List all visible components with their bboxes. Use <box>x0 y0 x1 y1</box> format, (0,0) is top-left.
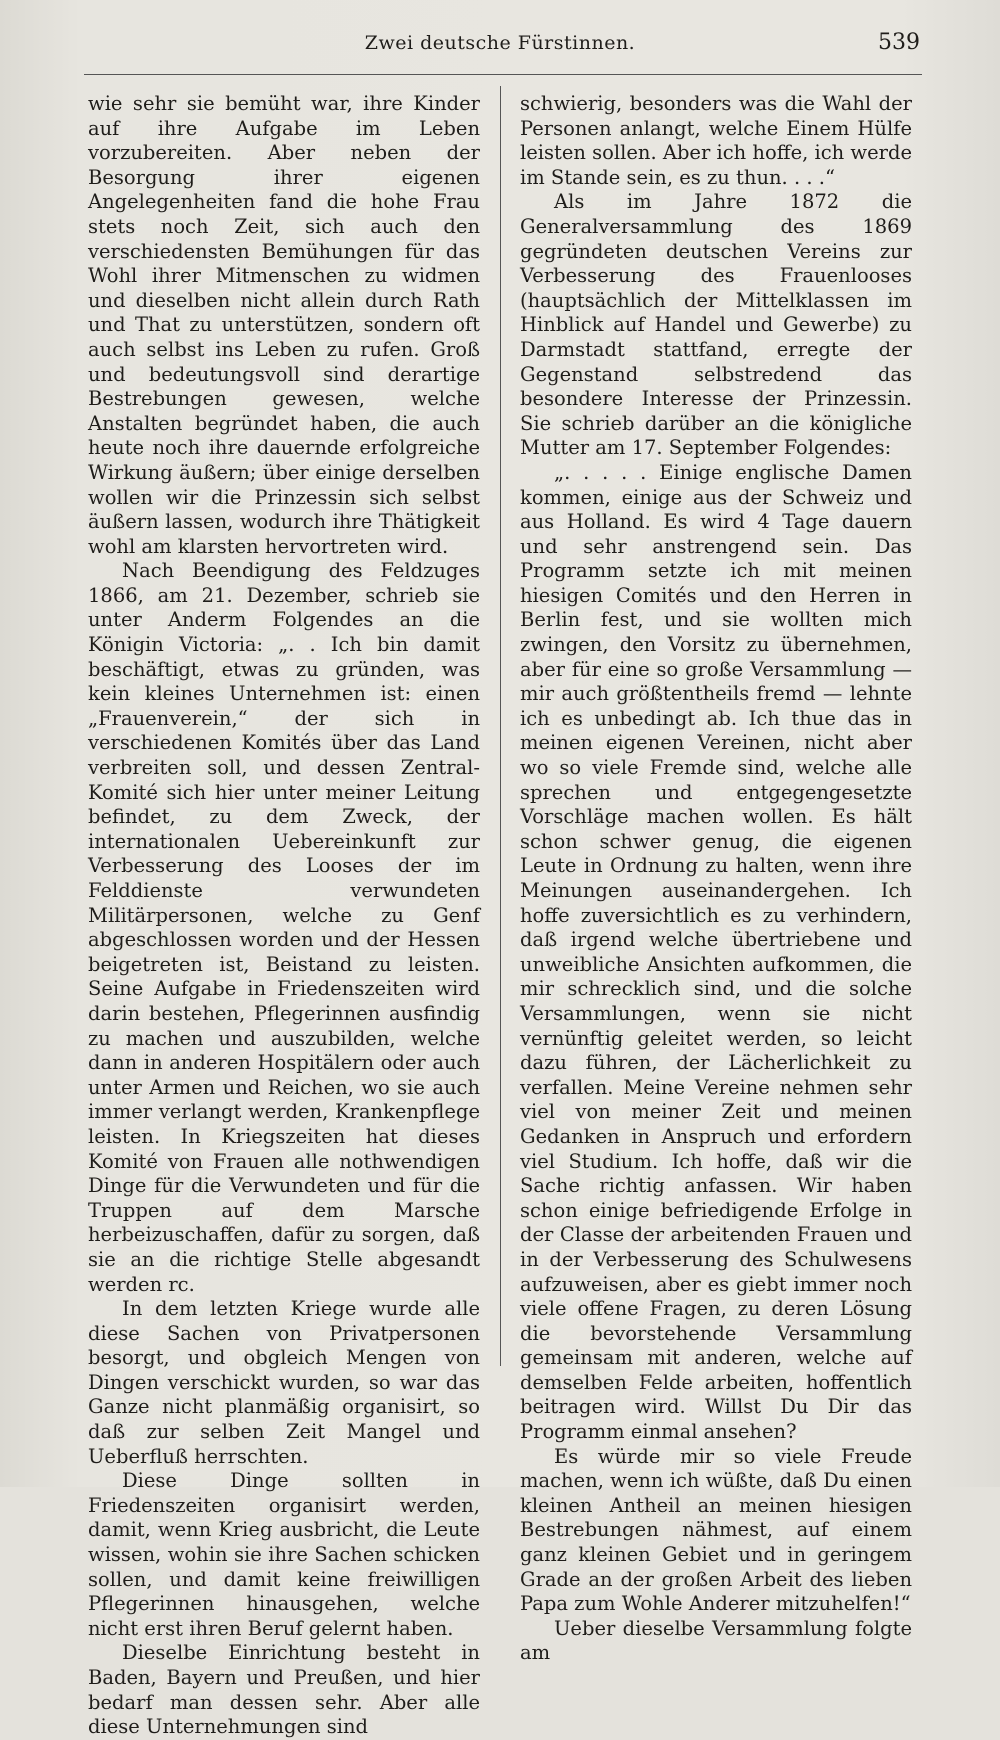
paragraph: Ueber dieselbe Versammlung folgte am <box>520 1616 912 1665</box>
paragraph: Als im Jahre 1872 die Generalversammlung des 1869 gegründeten deutschen Vereins zur Verbesserung des Frauenlooses (hauptsächlich der Mittelklassen im Hinblick auf Handel und Gewerbe) zu Darmstadt stattfand, erregte der Gegenstand selbstredend das besondere Interesse der Prinzessin. Sie schrieb darüber an die königliche Mutter am 17. September Folgendes: <box>520 190 912 460</box>
running-head <box>0 28 1000 58</box>
running-title: Zwei deutsche Fürstinnen. <box>364 32 636 54</box>
page-number: 539 <box>878 30 920 55</box>
paragraph: wie sehr sie bemüht war, ihre Kinder auf ihre Aufgabe im Leben vorzubereiten. Aber neben der Besorgung ihrer eigenen Angelegenheiten fand die hohe Frau stets noch Zeit, sich auch den verschiedensten Bemühungen für das Wohl ihrer Mitmenschen zu widmen und dieselben nicht allein durch Rath und That zu unterstützen, sondern oft auch selbst ins Leben zu rufen. Groß und bedeutungsvoll sind derartige Bestrebungen gewesen, welche Anstalten begründet haben, die auch heute noch ihre dauernde erfolgreiche Wirkung äußern; über einige derselben wollen wir die Prinzessin sich selbst äußern lassen, wodurch ihre Thätigkeit wohl am klarsten hervortreten wird. <box>88 92 480 558</box>
paragraph: In dem letzten Kriege wurde alle diese Sachen von Privatpersonen besorgt, und obgleich Mengen von Dingen verschickt wurden, so war das Ganze nicht planmäßig organisirt, so daß zur selben Zeit Mangel und Ueberfluß herrschten. <box>88 1297 480 1468</box>
right-column <box>520 92 912 1666</box>
header-rule <box>84 74 922 75</box>
paragraph: schwierig, besonders was die Wahl der Personen anlangt, welche Einem Hülfe leisten sollen. Aber ich hoffe, ich werde im Stande sein, es zu thun. . . .“ <box>520 92 912 189</box>
paragraph: Nach Beendigung des Feldzuges 1866, am 21. Dezember, schrieb sie unter Anderm Folgendes an die Königin Victoria: „. . Ich bin damit beschäftigt, etwas zu gründen, was kein kleines Unternehmen ist: einen „Frauenverein,“ der sich in verschiedenen Komités über das Land verbreiten soll, und dessen Zentral-Komité sich hier unter meiner Leitung befindet, zu dem Zweck, der internationalen Uebereinkunft zur Verbesserung des Looses der im Felddienste verwundeten Militärpersonen, welche zu Genf abgeschlossen worden und der Hessen beigetreten ist, Beistand zu leisten. Seine Aufgabe in Friedenszeiten wird darin bestehen, Pflegerinnen ausfindig zu machen und auszubilden, welche dann in anderen Hospitälern oder auch unter Armen und Reichen, wo sie auch immer verlangt werden, Krankenpflege leisten. In Kriegszeiten hat dieses Komité von Frauen alle nothwendigen Dinge für die Verwundeten und für die Truppen auf dem Marsche herbeizuschaffen, dafür zu sorgen, daß sie an die richtige Stelle abgesandt werden rc. <box>88 559 480 1296</box>
paragraph: Es würde mir so viele Freude machen, wenn ich wüßte, daß Du einen kleinen Antheil an meinen hiesigen Bestrebungen nähmest, auf einem ganz kleinen Gebiet und in geringem Grade an der großen Arbeit des lieben Papa zum Wohle Anderer mitzuhelfen!“ <box>520 1444 912 1616</box>
left-column <box>88 92 480 1740</box>
paragraph: Diese Dinge sollten in Friedenszeiten organisirt werden, damit, wenn Krieg ausbricht, die Leute wissen, wohin sie ihre Sachen schicken sollen, und damit keine freiwilligen Pflegerinnen hinausgehen, welche nicht erst ihren Beruf gelernt haben. <box>88 1469 480 1640</box>
quoted-letter: „. . . . . Einige englische Damen kommen, einige aus der Schweiz und aus Holland. Es wird 4 Tage dauern und sehr anstrengend sein. Das Programm setzte ich mit meinen hiesigen Comités und den Herren in Berlin fest, und sie wollten mich zwingen, den Vorsitz zu übernehmen, aber für eine so große Versammlung — mir auch größtentheils fremd — lehnte ich es unbedingt ab. Ich thue das in meinen eigenen Vereinen, nicht aber wo so viele Fremde sind, welche alle sprechen und entgegengesetzte Vorschläge machen wollen. Es hält schon schwer genug, die eigenen Leute in Ordnung zu halten, wenn ihre Meinungen auseinandergehen. Ich hoffe zuversichtlich es zu verhindern, daß irgend welche übertriebene und unweibliche Ansichten aufkommen, die mir schrecklich sind, und die solche Versammlungen, wenn sie nicht vernünftig geleitet werden, so leicht dazu führen, der Lächerlichkeit zu verfallen. Meine Vereine nehmen sehr viel von meiner Zeit und meinen Gedanken in Anspruch und erfordern viel Studium. Ich hoffe, daß wir die Sache richtig anfassen. Wir haben schon einige befriedigende Erfolge in der Classe der arbeitenden Frauen und in der Verbesserung des Schulwesens aufzuweisen, aber es giebt immer noch viele offene Fragen, zu deren Lösung die bevorstehende Versammlung gemeinsam mit anderen, welche auf demselben Felde arbeiten, hoffentlich beitragen wird. Willst Du Dir das Programm einmal ansehen? <box>520 460 912 1444</box>
paragraph: Dieselbe Einrichtung besteht in Baden, Bayern und Preußen, und hier bedarf man dessen sehr. Aber alle diese Unternehmungen sind <box>88 1641 480 1739</box>
column-divider <box>500 86 501 1366</box>
